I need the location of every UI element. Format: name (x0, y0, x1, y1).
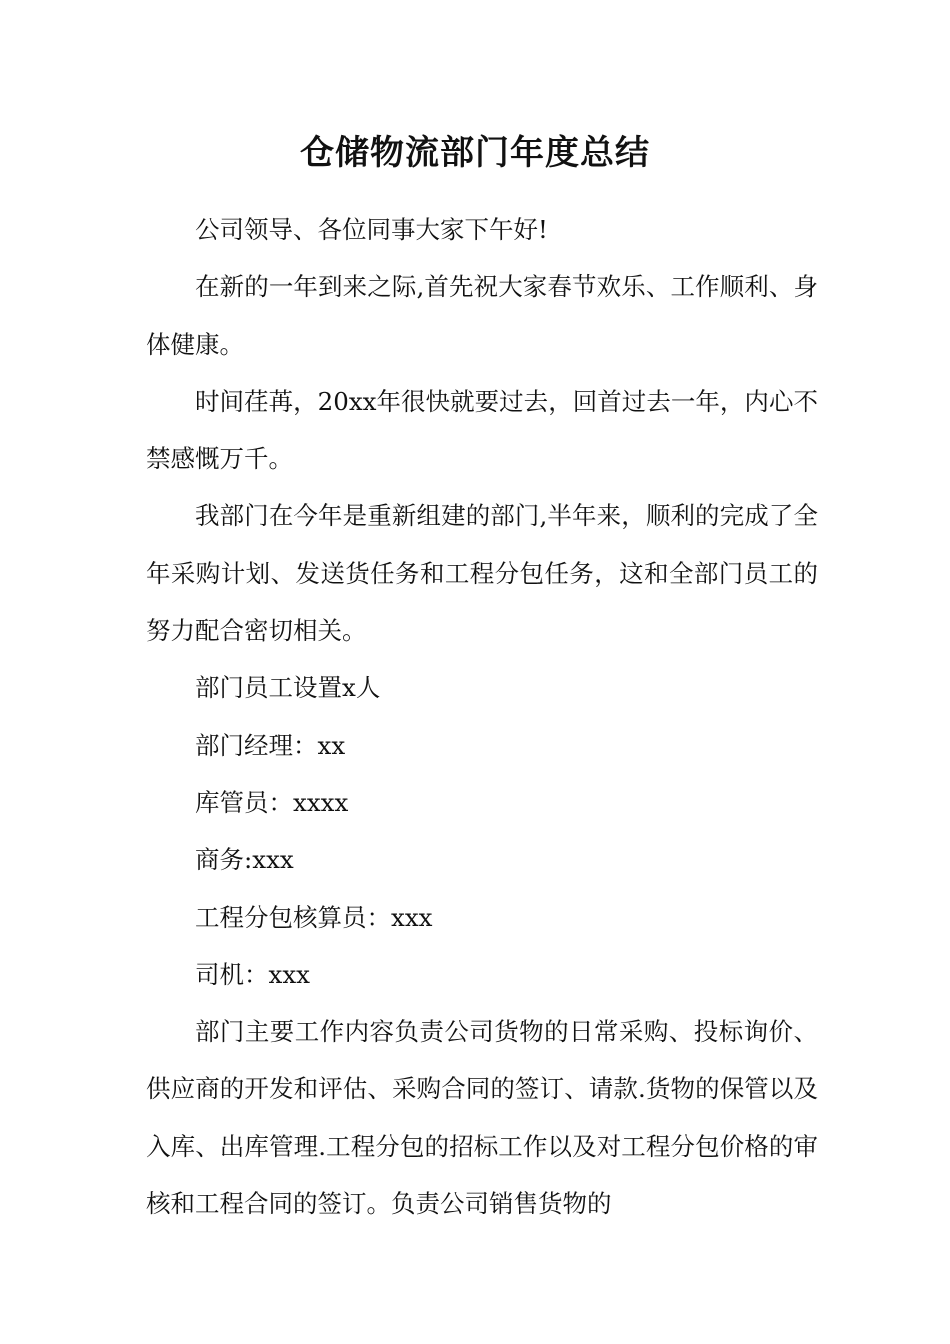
staff-count-line: 部门员工设置x人 (195, 673, 381, 703)
wishes-paragraph: 在新的一年到来之际,首先祝大家春节欢乐、工作顺利、身体健康。 (146, 272, 818, 359)
document-title: 仓储物流部门年度总结 (300, 133, 650, 173)
greeting-paragraph: 公司领导、各位同事大家下午好! (195, 215, 548, 244)
staff-warehouse-keeper-line: 库管员：xxxx (195, 787, 349, 817)
staff-accountant-line: 工程分包核算员：xxx (195, 902, 433, 932)
department-intro-paragraph: 我部门在今年是重新组建的部门,半年来，顺利的完成了全年采购计划、发送货任务和工程分包任务，这和全部门员工的努力配合密切相关。 (146, 501, 818, 646)
staff-business-line: 商务:xxx (195, 845, 294, 875)
staff-driver-line: 司机：xxx (195, 959, 310, 989)
reflection-paragraph: 时间荏苒，20xx年很快就要过去，回首过去一年，内心不禁感慨万千。 (146, 386, 818, 474)
document-body (146, 201, 818, 1232)
work-content-paragraph: 部门主要工作内容负责公司货物的日常采购、投标询价、供应商的开发和评估、采购合同的签订、请款.货物的保管以及入库、出库管理.工程分包的招标工作以及对工程分包价格的审核和工程合同的签订。负责公司销售货物的 (146, 1017, 818, 1219)
staff-manager-line: 部门经理：xx (195, 730, 346, 760)
